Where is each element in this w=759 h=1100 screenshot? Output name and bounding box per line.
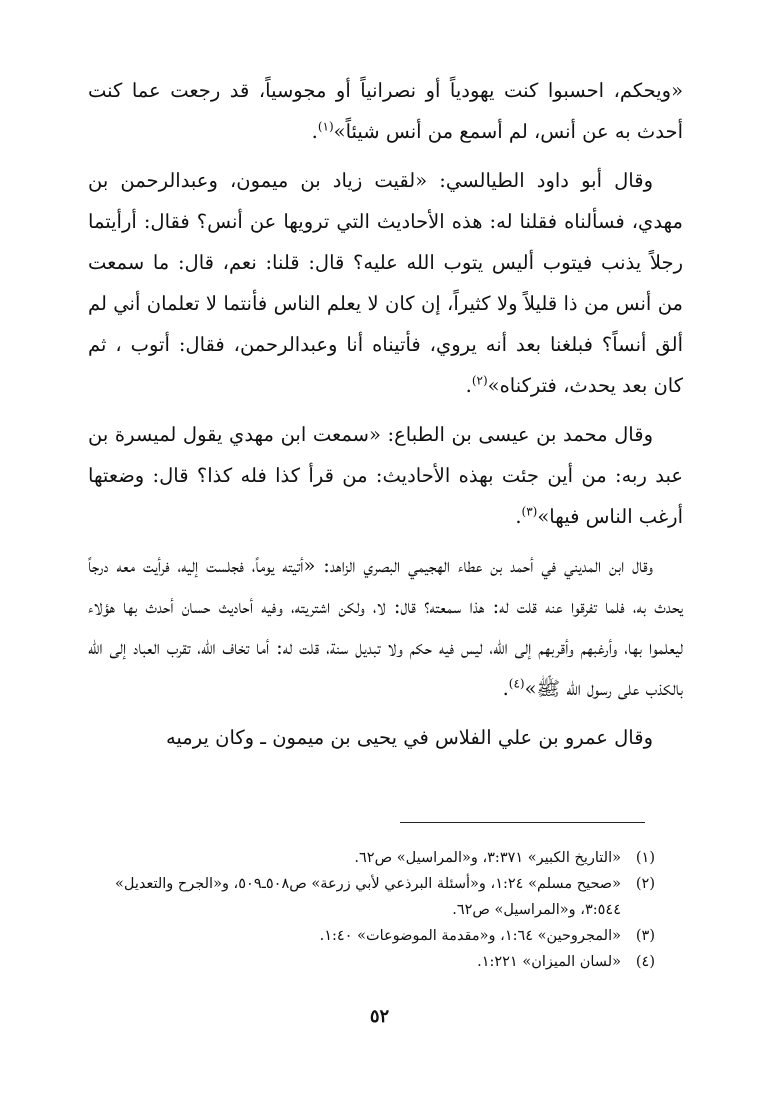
footnote-ref-2[interactable]: (٢): [471, 373, 488, 388]
footnote-4: [100, 949, 655, 975]
footnote-text: «صحيح مسلم» ١:٢٤، و«أسئلة البرذعي لأبي زرعة» ص٥٠٨ـ٥٠٩، و«الجرح والتعديل» ٣:٥٤٤، و«المراسيل» ص٦٢.: [114, 876, 621, 918]
paragraph-end: .: [465, 374, 472, 397]
paragraph-text: وقال ابن المديني في أحمد بن عطاء الهجيمي البصري الزاهد: «أتيته يوماً، فجلست إليه، فرأيت معه درجاً يحدث به، فلما تفرقوا عنه قلت له: هذا سمعته؟ قال: لا، ولكن اشتريته، وفيه أحاديث حسان أحدث بها هؤلاء ليعلموا بها، وأرغبهم وأقربهم إلى الله، ليس فيه حكم ولا تبديل سنة، قلت له: أما تخاف الله، تقرب العباد إلى الله بالكذب على رسول الله ﷺ»: [88, 554, 683, 700]
footnote-ref-3[interactable]: (٣): [521, 504, 538, 519]
footnote-ref-1[interactable]: (١): [317, 119, 334, 134]
footnote-2: [100, 871, 655, 923]
footnote-number: (١): [635, 850, 655, 866]
paragraph-text: «ويحكم، احسبوا كنت يهودياً أو نصرانياً أو مجوسياً، قد رجعت عما كنت أحدث به عن أنس، لم أسمع من أنس شيئاً»: [88, 79, 683, 143]
paragraph-end: .: [311, 120, 318, 143]
paragraph-2: [88, 160, 683, 406]
paragraph-4: [88, 545, 683, 709]
footnote-text: «التاريخ الكبير» ٣:٣٧١، و«المراسيل» ص٦٢.: [354, 850, 621, 866]
footnotes: [100, 845, 655, 975]
footnote-text: «لسان الميزان» ١:٢٢١.: [477, 954, 621, 970]
footnote-text: «المجروحين» ١:٦٤، و«مقدمة الموضوعات» ١:٤٠.: [319, 928, 621, 944]
main-text: [88, 70, 683, 766]
footnote-divider: [400, 822, 645, 823]
paragraph-text: وقال عمرو بن علي الفلاس في يحيى بن ميمون ـ وكان يرميه: [165, 726, 653, 749]
paragraph-1: [88, 70, 683, 152]
footnote-number: (٢): [635, 876, 655, 892]
paragraph-3: [88, 414, 683, 537]
paragraph-end: .: [502, 677, 509, 700]
paragraph-end: .: [515, 505, 522, 528]
footnote-number: (٣): [635, 928, 655, 944]
paragraph-text: وقال أبو داود الطيالسي: «لقيت زياد بن ميمون، وعبدالرحمن بن مهدي، فسألناه فقلنا له: هذه الأحاديث التي ترويها عن أنس؟ فقال: أرأيتما رجلاً يذنب فيتوب أليس يتوب الله عليه؟ قال: قلنا: نعم، قال: ما سمعت من أنس من ذا قليلاً ولا كثيراً، إن كان لا يعلم الناس فأنتما لا تعلمان أني لم ألق أنساً؟ فبلغنا بعد أنه يروي، فأتيناه أنا وعبدالرحمن، فقال: أتوب ، ثم كان بعد يحدث، فتركناه»: [88, 169, 683, 397]
footnote-ref-4[interactable]: (٤): [508, 676, 525, 691]
footnote-1: [100, 845, 655, 871]
paragraph-text: وقال محمد بن عيسى بن الطباع: «سمعت ابن مهدي يقول لميسرة بن عبد ربه: من أين جئت بهذه الأحاديث: من قرأ كذا فله كذا؟ قال: وضعتها أرغب الناس فيها»: [88, 423, 683, 528]
paragraph-5: [88, 717, 683, 758]
footnote-3: [100, 923, 655, 949]
page-number: ٥٢: [369, 1006, 390, 1027]
footnote-number: (٤): [635, 954, 655, 970]
